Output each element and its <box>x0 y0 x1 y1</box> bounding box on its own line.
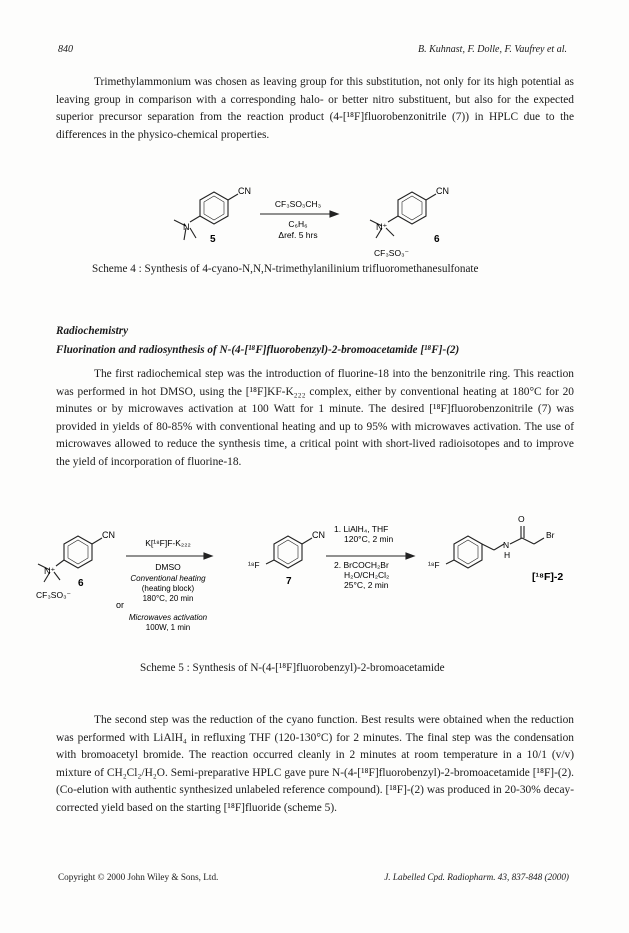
page-number: 840 <box>58 44 73 55</box>
scheme5-step-2b: H₂O/CH₂Cl₂ <box>344 570 390 580</box>
scheme4-cn-left: CN <box>238 186 251 196</box>
scheme4-reagent: CF₃SO₃CH₃ <box>274 199 322 209</box>
scheme4-counterion: CF₃SO₃⁻ <box>374 248 410 258</box>
scheme-5-figure <box>34 508 594 658</box>
scheme5-step-1b: 120°C, 2 min <box>344 534 394 544</box>
scheme5-step-2c: 25°C, 2 min <box>344 580 389 590</box>
scheme5-temp-1: 180°C, 20 min <box>142 594 194 603</box>
compound-7-label: 7 <box>286 576 292 587</box>
scheme5-h-label: H <box>504 550 511 560</box>
scheme5-f18-a: ¹⁸F <box>248 560 260 570</box>
scheme5-conventional-heating: Conventional heating <box>130 574 206 583</box>
compound-6-label: 6 <box>434 234 440 245</box>
product-label: [¹⁸F]-2 <box>532 571 564 583</box>
section-subheading: Fluorination and radiosynthesis of N-(4-[¹⁸F]fluorobenzyl)-2-bromoacetamide [¹⁸F]-(2) <box>56 344 460 356</box>
scheme5-cn-2: CN <box>312 530 325 540</box>
scheme4-n-left: N <box>183 222 190 232</box>
paragraph-1: Trimethylammonium was chosen as leaving group for this substitution, not only for its high potential as leaving group in comparison with a corresponding halo- or better nitro substituent, but also for the expected superior precursor separation from the reaction product (4-[¹⁸F]fluorobenzonitrile (7)) in HPLC due to the differences in the physico-chemical properties. <box>56 76 574 141</box>
compound-6-label-s5: 6 <box>78 578 84 589</box>
scheme4-cn-right: CN <box>436 186 449 196</box>
scheme5-counterion: CF₃SO₃⁻ <box>36 590 72 600</box>
scheme5-solvent-1: DMSO <box>155 562 181 572</box>
scheme5-or: or <box>116 600 125 610</box>
scheme5-o-label: O <box>518 514 525 524</box>
journal-footer: J. Labelled Cpd. Radiopharm. 43, 837-848 (2000) <box>384 872 569 882</box>
copyright-footer: Copyright © 2000 John Wiley & Sons, Ltd. <box>58 872 219 882</box>
scheme4-conditions: Δref. 5 hrs <box>278 230 318 240</box>
scheme5-microwave: Microwaves activation <box>128 613 208 622</box>
running-header: B. Kuhnast, F. Dolle, F. Vaufrey et al. <box>418 44 567 55</box>
scheme5-mw-power: 100W, 1 min <box>145 623 191 632</box>
scheme5-n-label: N <box>503 540 510 550</box>
scheme5-cn-1: CN <box>102 530 115 540</box>
scheme-4-caption: Scheme 4 : Synthesis of 4-cyano-N,N,N-trimethylanilinium trifluoromethanesulfonate <box>92 263 479 275</box>
scheme4-solvent: C₆H₆ <box>288 219 308 229</box>
scheme5-reagent-1: K[¹⁸F]F-K₂₂₂ <box>145 538 191 548</box>
scheme-4-figure <box>150 180 490 270</box>
scheme5-br-label: Br <box>546 530 555 540</box>
scheme5-step-1: 1. LiAlH₄, THF <box>334 524 389 534</box>
scheme5-heating-block: (heating block) <box>141 584 195 593</box>
scheme4-n-right: N⁺ <box>376 222 388 232</box>
section-heading: Radiochemistry <box>56 325 129 337</box>
paragraph-2: The first radiochemical step was the introduction of fluorine-18 into the benzonitrile ring. This reaction was performed in hot DMSO, using the [¹⁸F]KF-K₂₂₂ complex, either by conventional heating at 180°C for 20 minutes or by microwaves activation at 100 Watt for 1 minute. The desired [¹⁸F]fluorobenzonitrile (7) was provided in yields of 80-85% with conventional heating and up to 95% with microwaves activation. The use of microwaves allowed to reduce the synthesis time, a critical point with short-lived radioisotopes and to improve the yield of incorporation of fluorine-18. <box>56 368 574 468</box>
scheme-5-caption: Scheme 5 : Synthesis of N-(4-[¹⁸F]fluorobenzyl)-2-bromoacetamide <box>140 662 445 674</box>
scheme5-step-2: 2. BrCOCH₂Br <box>334 560 389 570</box>
compound-5-label: 5 <box>210 234 216 245</box>
paragraph-3: The second step was the reduction of the cyano function. Best results were obtained when the reduction was performed with LiAlH₄ in refluxing THF (120-130°C) for 2 minutes. The final step was the condensation with bromoacetyl bromide. The reaction occurred cleanly in 2 minutes at room temperature in a 10/1 (v/v) mixture of CH₂Cl₂/H₂O. Semi-preparative HPLC gave pure N-(4-[¹⁸F]fluorobenzyl)-2-bromoacetamide [¹⁸F]-(2). (Co-elution with authentic synthesized unlabeled reference compound). [¹⁸F]-(2) was produced in 20-30% decay-corrected yield based on the starting [¹⁸F]fluoride (scheme 5). <box>56 714 574 814</box>
scheme5-f18-b: ¹⁸F <box>428 560 440 570</box>
scheme5-n-1: N⁺ <box>44 566 56 576</box>
